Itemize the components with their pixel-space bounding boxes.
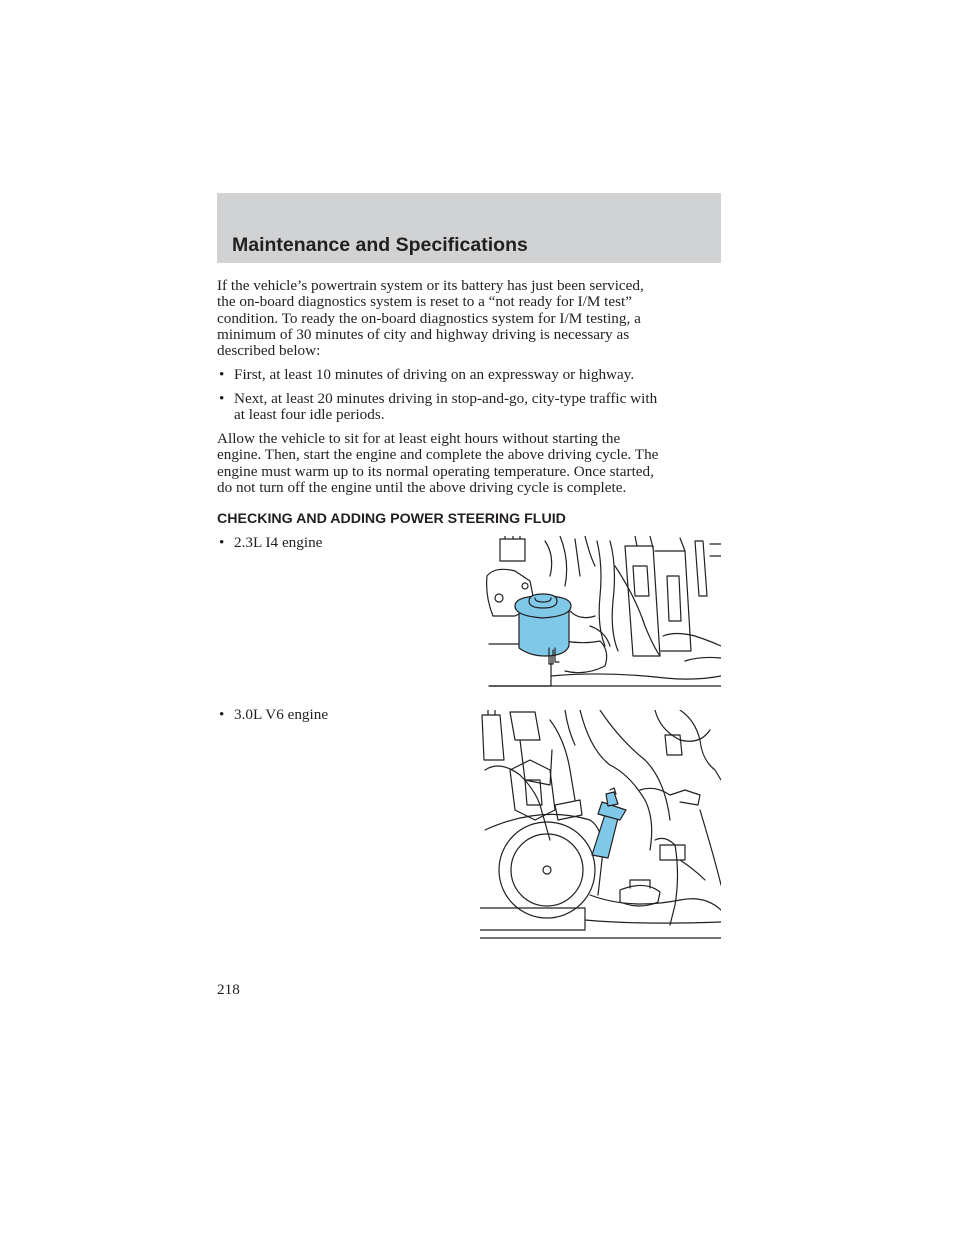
intro-line: described below: xyxy=(217,342,321,360)
engine-label: 2.3L I4 engine xyxy=(234,534,323,551)
bullet-dot: • xyxy=(219,390,225,407)
list-item-text: Next, at least 20 minutes driving in stop-and-go, city-type traffic with xyxy=(234,390,658,407)
engine-i4-illustration xyxy=(485,536,721,688)
allow-line: do not turn off the engine until the above driving cycle is complete. xyxy=(217,478,627,496)
intro-line: minimum of 30 minutes of city and highway driving is necessary as xyxy=(217,325,630,343)
bullet-dot: • xyxy=(219,366,225,383)
intro-line: If the vehicle’s powertrain system or its battery has just been serviced, xyxy=(217,277,644,294)
allow-line: engine must warm up to its normal operating temperature. Once started, xyxy=(217,462,654,480)
intro-line: the on-board diagnostics system is reset to a “not ready for I/M test” xyxy=(217,293,633,311)
section-heading: CHECKING AND ADDING POWER STEERING FLUID xyxy=(217,511,566,527)
engine-label: 3.0L V6 engine xyxy=(234,706,329,723)
list-item-text: First, at least 10 minutes of driving on an expressway or highway. xyxy=(234,366,635,383)
list-item-text: at least four idle periods. xyxy=(234,406,385,424)
section-header-bar xyxy=(217,193,721,263)
intro-paragraph xyxy=(217,278,721,359)
page-number: 218 xyxy=(217,981,240,998)
bullet-dot: • xyxy=(219,534,225,551)
page-title: Maintenance and Specifications xyxy=(232,234,528,256)
bullet-dot: • xyxy=(219,706,225,723)
allow-line: engine. Then, start the engine and complete the above driving cycle. The xyxy=(217,446,659,464)
list-item xyxy=(217,391,717,424)
intro-line: condition. To ready the on-board diagnostics system for I/M testing, a xyxy=(217,309,641,327)
allow-paragraph xyxy=(217,431,721,496)
list-item xyxy=(217,367,717,383)
engine-v6-illustration xyxy=(480,710,721,940)
allow-line: Allow the vehicle to sit for at least eight hours without starting the xyxy=(217,430,621,447)
